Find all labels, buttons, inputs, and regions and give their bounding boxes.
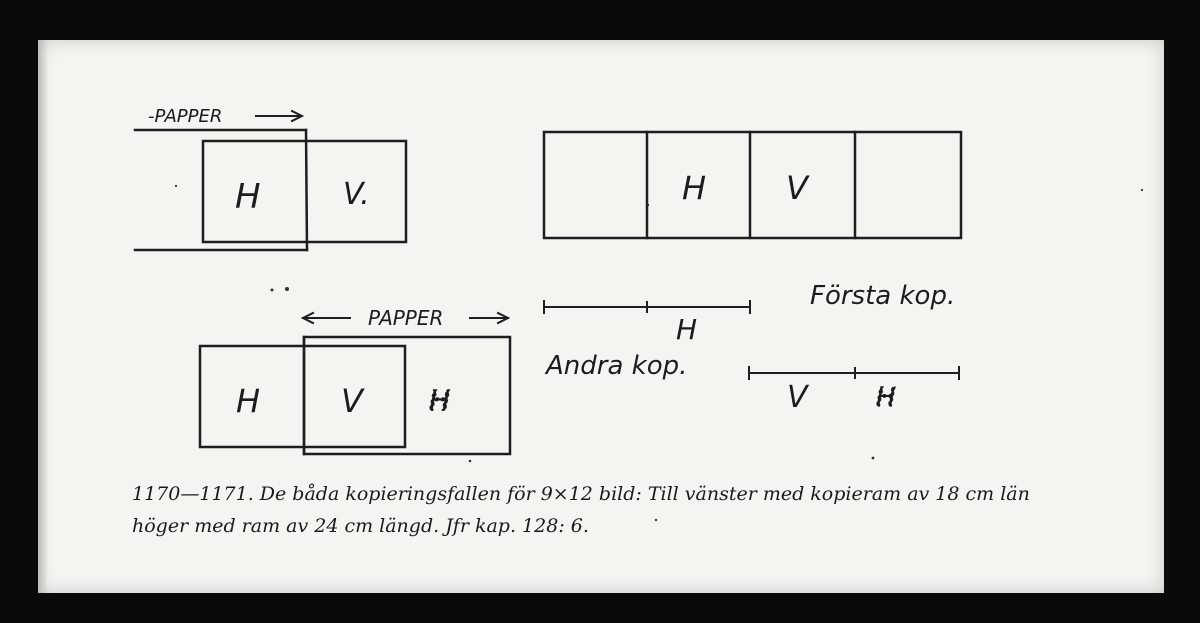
top-right-strip [544, 132, 961, 238]
top-left-frame-box [203, 141, 406, 242]
top-right-strip-frame [544, 132, 961, 238]
v-scale-label: V [787, 380, 808, 415]
top-left-letter-h: H [235, 177, 261, 217]
forsta-kop-label: Första kop. [810, 281, 956, 311]
scale-bars [544, 281, 959, 415]
top-left-letter-v: V. [343, 177, 370, 212]
bottom-left-letter-v: V [341, 382, 363, 420]
caption-line-2: höger med ram av 24 cm längd. Jfr kap. 128: 6. [132, 515, 589, 537]
top-left-diagram [135, 106, 406, 250]
bottom-left-paper-label: PAPPER [368, 306, 444, 330]
h-dotted-scale-label: H [876, 383, 896, 413]
bottom-left-frame-box [200, 346, 405, 447]
top-right-letter-v: V [786, 169, 808, 207]
top-left-paper-right-edge [306, 130, 307, 250]
top-left-paper-label: -PAPPER [148, 106, 223, 127]
bottom-left-letter-h: H [236, 382, 261, 420]
bottom-left-paper-rect [304, 337, 510, 454]
h-scale-label: H [676, 313, 698, 346]
andra-kop-label: Andra kop. [546, 351, 688, 381]
figure-caption [132, 478, 1152, 542]
bottom-left-letter-h-dotted: H [429, 384, 451, 417]
caption-line-1: 1170—1171. De båda kopieringsfallen för 9×12 bild: Till vänster med kopieram av 18 cm län [132, 483, 1030, 505]
top-right-letter-h: H [682, 169, 707, 207]
bottom-left-diagram [200, 306, 510, 454]
